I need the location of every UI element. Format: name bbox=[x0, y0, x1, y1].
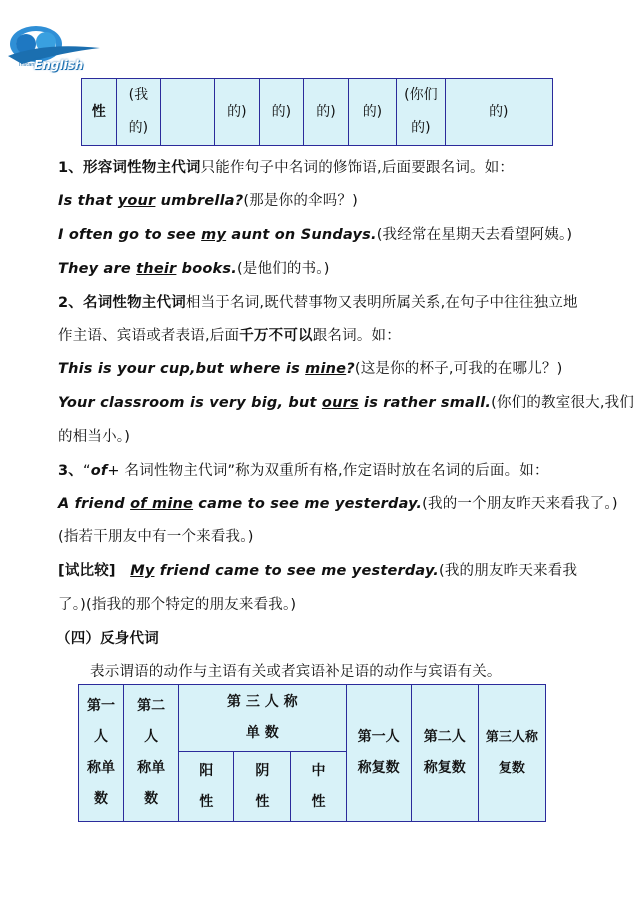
translation: (我的一个朋友昨天来看我了。) bbox=[422, 496, 618, 512]
example-5-line-2 bbox=[58, 425, 130, 446]
underlined-word: their bbox=[136, 261, 177, 277]
header-text: 单 数 bbox=[245, 725, 279, 742]
example-text: This is your cup,but where is bbox=[58, 361, 306, 377]
item-number: 2、 bbox=[58, 295, 83, 311]
paragraph-3 bbox=[58, 459, 549, 480]
compare-tag: [试比较] bbox=[58, 563, 116, 579]
compare-example bbox=[58, 559, 577, 580]
possessive-table-partial bbox=[81, 78, 553, 146]
header-text: 阳 bbox=[199, 762, 214, 779]
header-text: 第 三 人 称 bbox=[227, 694, 298, 711]
header-first-person-plural bbox=[346, 685, 411, 822]
compare-line-2 bbox=[58, 593, 296, 614]
example-text: Your classroom is very big, but bbox=[58, 395, 322, 411]
example-text: ? bbox=[346, 361, 355, 377]
header-text: 性 bbox=[311, 793, 326, 810]
table-cell bbox=[161, 79, 215, 146]
table-row bbox=[79, 685, 546, 752]
example-text: umbrella? bbox=[155, 193, 244, 209]
paragraph-2-line-2 bbox=[58, 324, 401, 345]
table-cell: 的) bbox=[348, 79, 396, 146]
logo-small-text: Instant bbox=[19, 62, 37, 68]
section-description: 表示谓语的动作与主语有关或者宾语补足语的动作与宾语有关。 bbox=[90, 664, 502, 680]
header-text: 第一人 bbox=[357, 729, 400, 745]
header-text: 人 bbox=[94, 729, 109, 745]
table-cell: 的) bbox=[259, 79, 304, 146]
header-text: 称复数 bbox=[423, 760, 466, 776]
example-6-line-2 bbox=[58, 525, 254, 546]
example-text: came to see me yesterday. bbox=[193, 496, 423, 512]
header-text: 称单 bbox=[137, 760, 166, 776]
header-third-person-plural bbox=[478, 685, 545, 822]
translation: (那是你的伞吗？) bbox=[243, 193, 358, 209]
logo-word: English bbox=[34, 58, 84, 72]
paragraph-1 bbox=[58, 156, 514, 177]
example-text: A friend bbox=[58, 496, 131, 512]
paragraph-2 bbox=[58, 291, 578, 312]
header-masculine bbox=[179, 752, 234, 822]
example-text: is rather small. bbox=[358, 395, 492, 411]
header-neuter bbox=[291, 752, 346, 822]
example-text: friend came to see me yesterday. bbox=[154, 563, 439, 579]
table-cell: 的) bbox=[445, 79, 552, 146]
paragraph-text: + 名词性物主代词”称为双重所有格,作定语时放在名词的后面。如： bbox=[107, 463, 549, 479]
term: 名词性物主代词 bbox=[83, 295, 186, 311]
header-text: 中 bbox=[311, 762, 326, 779]
header-text: 复数 bbox=[498, 761, 525, 776]
translation: (你们的教室很大,我们 bbox=[491, 395, 635, 411]
emphasis: 千万不可以 bbox=[239, 328, 313, 344]
keyword-of: of bbox=[90, 463, 108, 479]
term: 形容词性物主代词 bbox=[83, 160, 201, 176]
example-text: I often go to see bbox=[58, 227, 202, 243]
translation: (这是你的杯子,可我的在哪儿？) bbox=[354, 361, 563, 377]
header-text: 称单 bbox=[87, 760, 116, 776]
paragraph-text: 作主语、宾语或者表语,后面 bbox=[58, 328, 240, 344]
underlined-word: My bbox=[130, 563, 155, 579]
example-3 bbox=[58, 257, 330, 278]
underlined-word: ours bbox=[321, 395, 359, 411]
underlined-word: of mine bbox=[130, 496, 194, 512]
paragraph-text: 跟名词。如： bbox=[312, 328, 401, 344]
header-text: 第二人 bbox=[423, 729, 466, 745]
table-cell: (你们 的) bbox=[397, 79, 445, 146]
header-third-person-singular bbox=[179, 685, 346, 752]
translation: 了。)(指我的那个特定的朋友来看我。) bbox=[58, 597, 297, 613]
reflexive-pronoun-table bbox=[78, 684, 546, 822]
header-text: 第三人称 bbox=[485, 730, 538, 745]
header-second-person-singular bbox=[124, 685, 179, 822]
header-text: 第一 bbox=[87, 698, 116, 714]
header-text: 阴 bbox=[255, 762, 270, 779]
example-2 bbox=[58, 223, 572, 244]
example-text: books. bbox=[176, 261, 237, 277]
header-first-person-singular bbox=[79, 685, 124, 822]
underlined-word: mine bbox=[305, 361, 347, 377]
row-label: 性 bbox=[82, 79, 117, 146]
header-second-person-plural bbox=[411, 685, 478, 822]
translation: (我经常在星期天去看望阿姨。) bbox=[376, 227, 573, 243]
table-row bbox=[82, 79, 553, 146]
item-number: 1、 bbox=[58, 160, 83, 176]
translation: (指若干朋友中有一个来看我。) bbox=[58, 529, 254, 545]
translation: 的相当小。) bbox=[58, 429, 131, 445]
example-text: aunt on Sundays. bbox=[226, 227, 377, 243]
header-text: 称复数 bbox=[357, 760, 400, 776]
underlined-word: your bbox=[117, 193, 156, 209]
paragraph-text: 只能作句子中名词的修饰语,后面要跟名词。如： bbox=[200, 160, 515, 176]
header-text: 性 bbox=[255, 793, 270, 810]
header-text: 第二 bbox=[137, 698, 166, 714]
quote-mark: “ bbox=[83, 463, 91, 479]
underlined-word: my bbox=[201, 227, 227, 243]
translation: (我的朋友昨天来看我 bbox=[438, 563, 578, 579]
table-cell: 的) bbox=[304, 79, 349, 146]
example-5 bbox=[58, 391, 634, 412]
example-1 bbox=[58, 189, 358, 210]
header-text: 数 bbox=[94, 791, 109, 807]
example-6 bbox=[58, 492, 618, 513]
header-text: 性 bbox=[199, 793, 214, 810]
example-text: Is that bbox=[58, 193, 118, 209]
example-4 bbox=[58, 357, 562, 378]
translation: (是他们的书。) bbox=[236, 261, 330, 277]
header-text: 人 bbox=[144, 729, 159, 745]
table-cell: (我 的) bbox=[116, 79, 161, 146]
header-text: 数 bbox=[144, 791, 159, 807]
example-text: They are bbox=[58, 261, 137, 277]
section-heading: （四）反身代词 bbox=[56, 631, 159, 647]
paragraph-text: 相当于名词,既代替事物又表明所属关系,在句子中往往独立地 bbox=[185, 295, 578, 311]
header-feminine bbox=[234, 752, 291, 822]
item-number: 3、 bbox=[58, 463, 83, 479]
table-cell: 的) bbox=[215, 79, 260, 146]
